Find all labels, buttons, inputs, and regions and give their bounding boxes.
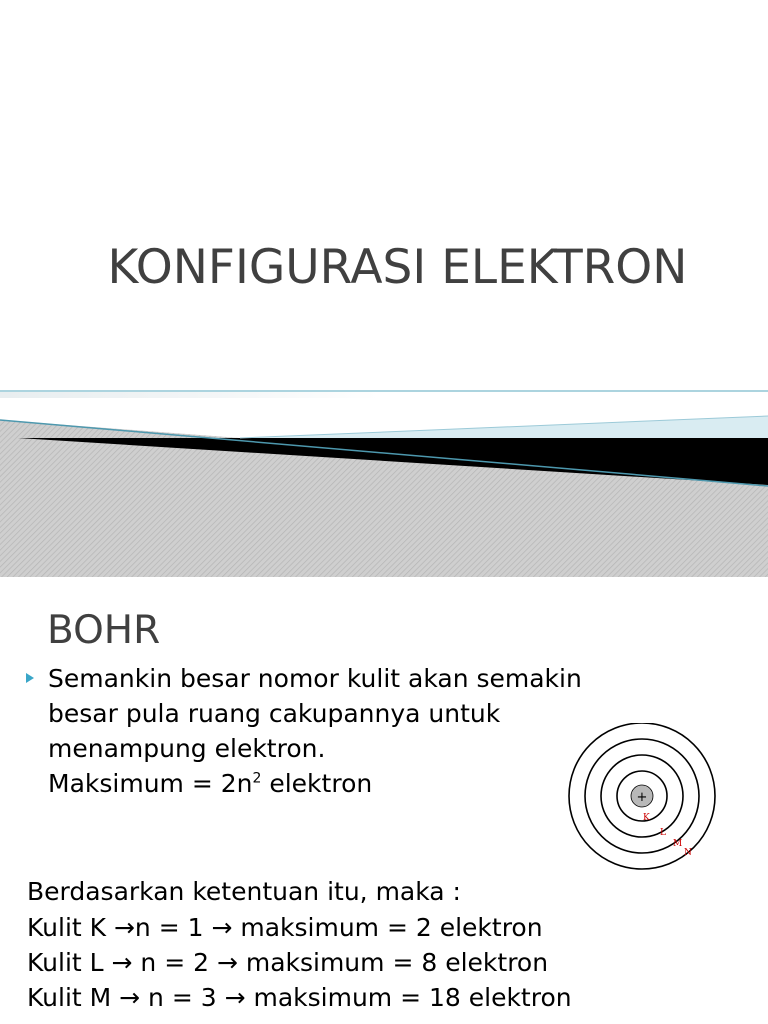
list-item: Kulit K →n = 1 → maksimum = 2 elektron [27, 913, 543, 942]
shell-label-k: K [643, 813, 650, 823]
decorative-banner [0, 380, 768, 577]
formula-suffix: elektron [261, 769, 373, 798]
list-intro: Berdasarkan ketentuan itu, maka : [27, 877, 461, 906]
formula-line [48, 769, 372, 798]
bullet-line: besar pula ruang cakupannya untuk [48, 699, 501, 728]
formula-prefix: Maksimum = 2n [48, 769, 253, 798]
list-item: Kulit M → n = 3 → maksimum = 18 elektron [27, 983, 572, 1012]
nucleus-label: + [636, 790, 648, 805]
banner-fade-strip [0, 392, 380, 398]
shell-label-m: M [673, 839, 683, 849]
list-item: Kulit L → n = 2 → maksimum = 8 elektron [27, 948, 549, 977]
bullet-line: menampung elektron. [48, 734, 326, 763]
bullet-icon [26, 673, 34, 683]
bullet-line: Semankin besar nomor kulit akan semakin [48, 664, 582, 693]
shell-label-l: L [660, 828, 666, 838]
slide-title: KONFIGURASI ELEKTRON [107, 240, 688, 295]
slide-heading: BOHR [47, 608, 161, 653]
shell-label-n: N [684, 848, 692, 858]
bohr-atom-diagram [565, 723, 720, 873]
content-slide [0, 577, 768, 1024]
formula-exponent: 2 [252, 770, 262, 787]
